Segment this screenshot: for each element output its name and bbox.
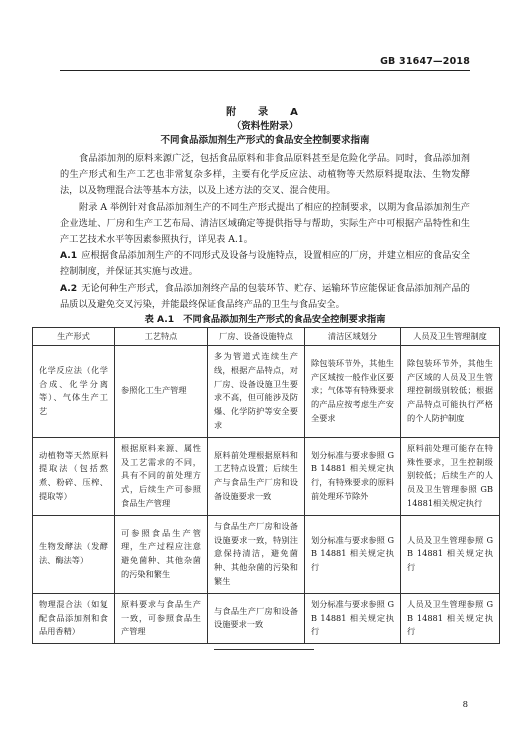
- end-rule: [214, 649, 314, 650]
- table-row: [33, 346, 500, 438]
- page-number: 8: [462, 700, 468, 710]
- clause-a2: [60, 281, 470, 313]
- table-header-cell: 人员及卫生管理制度: [401, 328, 500, 346]
- table-cell: 根据原料来源、属性及工艺需求的不同，具有不同的前处理方式，后续生产可参照食品生产管理: [115, 437, 208, 515]
- paragraph-intro: 食品添加剂的原料来源广泛，包括食品原料和非食品原料甚至是危险化学品。同时，食品添加剂的生产形式和生产工艺也非常复杂多样，主要有化学反应法、动植物等天然原料提取法、生物发酵法，以及物理混合法等基本方法，以及上述方法的交叉、混合使用。: [60, 153, 470, 197]
- clause-a2-text: 无论何种生产形式，食品添加剂终产品的包装环节、贮存、运输环节应能保证食品添加剂产品的品质以及避免交叉污染，并能最终保证食品终产品的卫生与食品安全。: [60, 282, 470, 310]
- table-cell: 除包装环节外，其他生产区域按一般作业区要求；气体等有特殊要求的产品应按考虑生产安全要求: [305, 346, 401, 438]
- annex-type: （资料性附录）: [231, 121, 299, 132]
- standard-number: GB 31647—2018: [380, 56, 470, 67]
- table-header-cell: 清洁区域划分: [305, 328, 401, 346]
- table-cell: 原料前处理根据原料和工艺特点设置；后续生产与食品生产厂房和设备设施要求一致: [208, 437, 305, 515]
- table-cell: 化学反应法（化学合成、化学分离等）、气体生产工艺: [33, 346, 115, 438]
- table-header-row: [33, 328, 500, 346]
- paragraph-scope: 附录 A 举例针对食品添加剂生产的不同生产形式提出了相应的控制要求，以期为食品添加剂生产企业选址、厂房和生产工艺布局、清洁区域确定等提供指导与帮助，实际生产中可根据产品特性和生产工艺技术水平等因素参照执行，详见表 A.1。: [60, 201, 470, 246]
- clause-a1-text: 应根据食品添加剂生产的不同形式及设备与设施特点，设置相应的厂房，并建立相应的食品安全控制制度，并保证其实施与改进。: [60, 250, 470, 278]
- table-cell: 参照化工生产管理: [115, 346, 208, 438]
- table-cell: 划分标准与要求参照 GB 14881 相关规定执行: [305, 515, 401, 593]
- clause-a1: [60, 248, 470, 280]
- table-row: [33, 515, 500, 593]
- table-cell: 与食品生产厂房和设备设施要求一致，特别注意保持清洁，避免菌种、其他杂菌的污染和繁生: [208, 515, 305, 593]
- annex-heading: 不同食品添加剂生产形式的食品安全控制要求指南: [160, 135, 370, 146]
- table-cell: 与食品生产厂房和设备设施要求一致: [208, 593, 305, 643]
- table-cell: 人员及卫生管理参照 GB 14881 相关规定执行: [401, 593, 500, 643]
- table-cell: 人员及卫生管理参照 GB 14881 相关规定执行: [401, 515, 500, 593]
- requirements-table: [32, 327, 500, 644]
- annex-title: 附 录 A: [226, 107, 304, 118]
- table-cell: 原料前处理可能存在特殊性要求，卫生控制级别较低；后续生产的人员及卫生管理参照 GB 14881相关规定执行: [401, 437, 500, 515]
- annex-body: [60, 151, 470, 313]
- table-row: [33, 437, 500, 515]
- clause-a2-number: A.2: [60, 282, 78, 294]
- table-row: [33, 593, 500, 643]
- table-cell: 多为管道式连续生产线，根据产品特点，对厂房、设备设施卫生要求不高，但可能涉及防爆、化学防护等安全要求: [208, 346, 305, 438]
- table-cell: 可参照食品生产管理，生产过程应注意避免菌种、其他杂菌的污染和繁生: [115, 515, 208, 593]
- table-cell: 划分标准与要求参照 GB 14881 相关规定执行，有特殊要求的原料前处理环节除外: [305, 437, 401, 515]
- table-header-cell: 生产形式: [33, 328, 115, 346]
- table-cell: 生物发酵法（发酵法、酶法等）: [33, 515, 115, 593]
- table-cell: 除包装环节外，其他生产区域的人员及卫生管理控制级别较低；根据产品特点可能执行严格的个人防护制度: [401, 346, 500, 438]
- table-header-cell: 厂房、设备设施特点: [208, 328, 305, 346]
- table-cell: 原料要求与食品生产一致，可参照食品生产管理: [115, 593, 208, 643]
- header-rule: [60, 70, 470, 71]
- table-cell: 物理混合法（如复配食品添加剂和食品用香精）: [33, 593, 115, 643]
- table-title: 表 A.1 不同食品添加剂生产形式的食品安全控制要求指南: [144, 314, 386, 325]
- table-cell: 划分标准与要求参照 GB 14881 相关规定执行: [305, 593, 401, 643]
- table-cell: 动植物等天然原料提取法（包括熬煮、粉碎、压榨、提取等）: [33, 437, 115, 515]
- clause-a1-number: A.1: [60, 250, 78, 262]
- table-header-cell: 工艺特点: [115, 328, 208, 346]
